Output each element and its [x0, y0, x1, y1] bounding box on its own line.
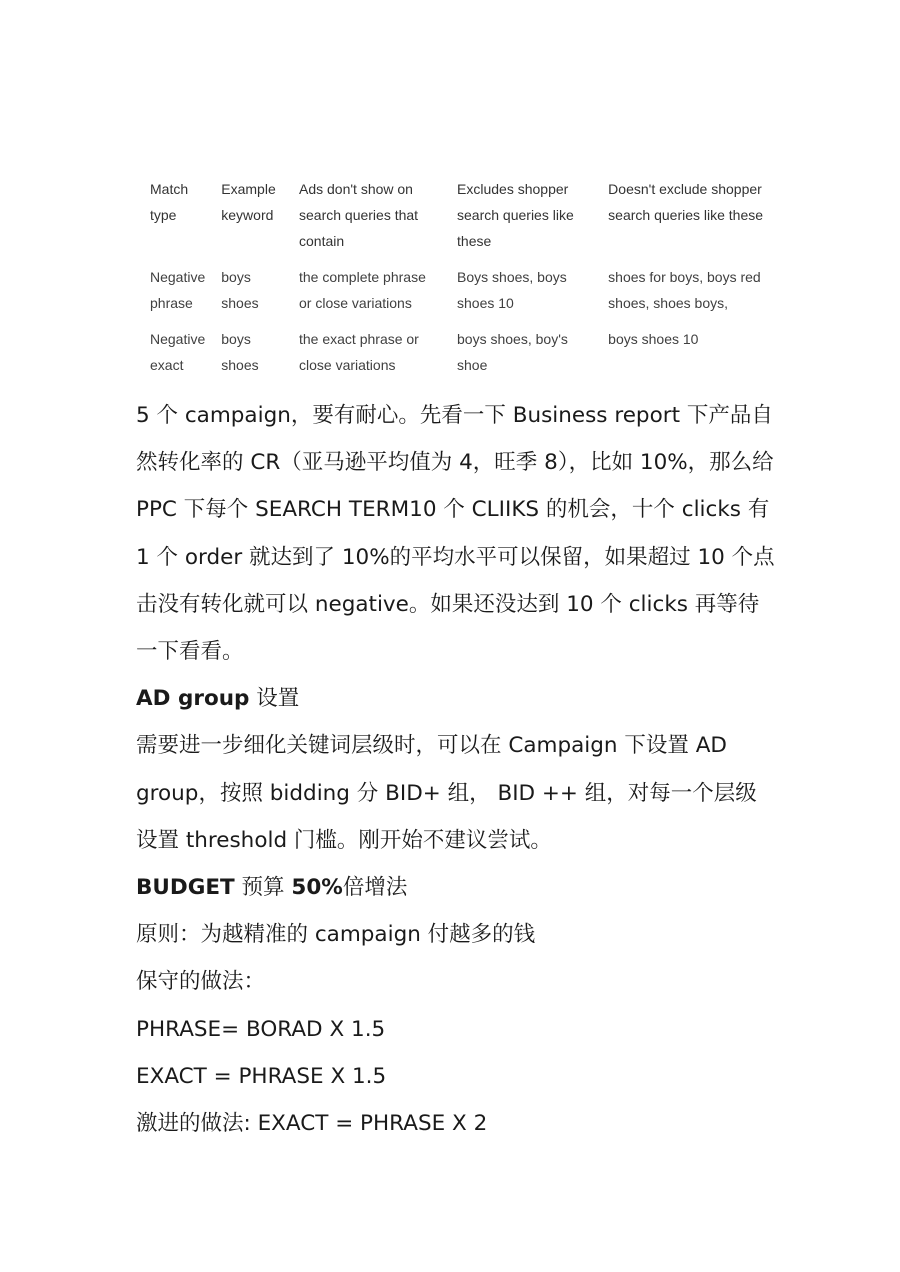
header-excludes: Excludes shopper search queries like these [457, 181, 574, 249]
heading-ad-group [136, 675, 776, 722]
cell-example-keyword: boys shoes [221, 269, 259, 311]
paragraph-aggressive: 激进的做法: EXACT = PHRASE X 2 [136, 1111, 488, 1137]
cell-doesnt-exclude: shoes for boys, boys red shoes, shoes boys, [608, 269, 761, 311]
table-header-row [142, 172, 782, 260]
header-ads-dont-show: Ads don't show on search queries that contain [299, 181, 419, 249]
cell-match-type: Negative exact [150, 331, 206, 373]
table-row [142, 322, 782, 384]
heading-ad-group-bold: AD group [136, 686, 250, 712]
heading-budget-bold-2: 50% [291, 875, 343, 901]
heading-budget [136, 864, 776, 911]
match-type-table-image [142, 172, 782, 384]
paragraph-conservative: 保守的做法： [136, 969, 266, 995]
header-match-type: Match type [150, 181, 189, 223]
cell-excludes: Boys shoes, boys shoes 10 [457, 269, 567, 311]
cell-example-keyword: boys shoes [221, 331, 259, 373]
header-doesnt-exclude: Doesn't exclude shopper search queries like these [608, 181, 764, 223]
match-type-table [142, 172, 782, 384]
cell-excludes: boys shoes, boy's shoe [457, 331, 568, 373]
table-row [142, 260, 782, 322]
cell-doesnt-exclude: boys shoes 10 [608, 331, 699, 347]
cell-match-type: Negative phrase [150, 269, 206, 311]
heading-budget-bold-1: BUDGET [136, 875, 235, 901]
formula-exact: EXACT = PHRASE X 1.5 [136, 1063, 387, 1089]
document-body [136, 392, 776, 1147]
heading-ad-group-rest: 设置 [249, 686, 300, 712]
header-example-keyword: Example keyword [221, 181, 276, 223]
paragraph-principle: 原则：为越精准的 campaign 付越多的钱 [136, 922, 536, 948]
cell-ads-dont-show: the exact phrase or close variations [299, 331, 419, 373]
heading-budget-mid: 预算 [234, 875, 292, 901]
formula-phrase: PHRASE= BORAD X 1.5 [136, 1016, 386, 1042]
cell-ads-dont-show: the complete phrase or close variations [299, 269, 426, 311]
heading-budget-rest: 倍增法 [342, 875, 408, 901]
paragraph-ad-group: 需要进一步细化关键词层级时，可以在 Campaign 下设置 AD group，按照 bidding 分 BID+ 组， BID ++ 组，对每一个层级设置 threshold 门槛。刚开始不建议尝试。 [136, 733, 757, 853]
paragraph-cr-threshold: 5 个 campaign，要有耐心。先看一下 Business report 下产品自然转化率的 CR（亚马逊平均值为 4，旺季 8），比如 10%，那么给 PPC 下每个 SEARCH TERM10 个 CLIIKS 的机会，十个 clicks 有 1 个 order 就达到了 10%的平均水平可以保留，如果超过 10 个点击没有转化就可以 negative。如果还没达到 10 个 clicks 再等待一下看看。 [136, 403, 775, 665]
